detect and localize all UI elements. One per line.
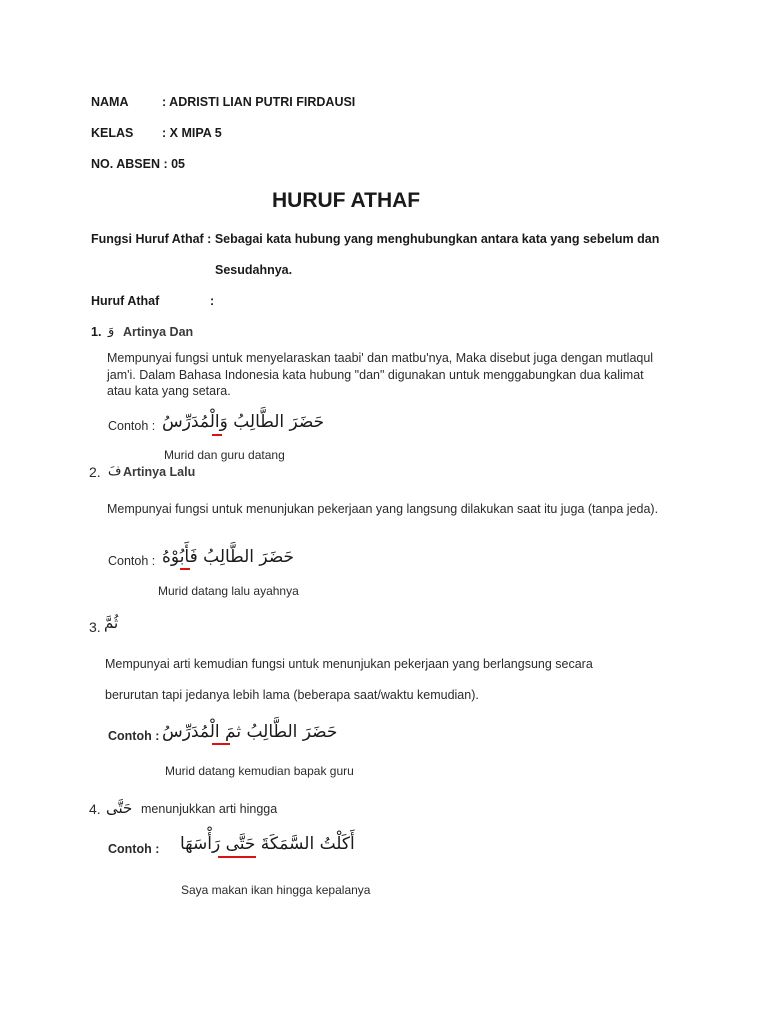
item-3-description-line-2: berurutan tapi jedanya lebih lama (beberapa saat/waktu kemudian).: [105, 688, 479, 702]
item-1-description: Mempunyai fungsi untuk menyelaraskan taabi' dan matbu'nya, Maka disebut juga dengan mutlaqul jam'i. Dalam Bahasa Indonesia kata hubung "dan" digunakan untuk menggabungkan dua kalimat atau kata yang setara.: [107, 351, 654, 398]
item-2-description: Mempunyai fungsi untuk menunjukan pekerjaan yang langsung dilakukan saat itu juga (tanpa jeda).: [107, 502, 659, 516]
item-3-description-line-1: Mempunyai arti kemudian fungsi untuk menunjukan pekerjaan yang berlangsung secara: [105, 657, 593, 671]
item-2-meaning: Artinya Lalu: [123, 465, 196, 479]
absen-line: NO. ABSEN : 05: [91, 157, 186, 171]
item-3-number: 3.: [89, 619, 101, 635]
item-4-letter: حَتَّى: [106, 799, 133, 817]
fungsi-line-1: Fungsi Huruf Athaf : Sebagai kata hubung yang menghubungkan antara kata yang sebelum dan: [91, 232, 660, 246]
item-3-example: حَضَرَ الطَّالِبُ ثمَ الْمُدَرِّسُ: [162, 722, 338, 742]
item-2-letter: فَ: [108, 464, 122, 479]
item-1-meaning: Artinya Dan: [123, 325, 194, 339]
nama-label: NAMA: [91, 95, 129, 109]
item-1-translation: Murid dan guru datang: [164, 448, 285, 462]
item-4-translation: Saya makan ikan hingga kepalanya: [181, 883, 371, 897]
item-4-spellcheck-underline: [218, 856, 256, 858]
kelas-value: : X MIPA 5: [162, 126, 222, 140]
fungsi-line-2: Sesudahnya.: [215, 263, 293, 277]
item-1-letter: وَ: [108, 323, 115, 338]
item-3-translation: Murid datang kemudian bapak guru: [165, 764, 354, 778]
item-3-contoh-label: Contoh :: [108, 729, 160, 743]
item-2-contoh-label: Contoh :: [108, 554, 156, 568]
item-2-spellcheck-underline: [180, 568, 190, 570]
item-1-contoh-label: Contoh :: [108, 419, 156, 433]
item-3-letter: ثُمَّ: [104, 614, 119, 632]
item-1-example: حَضَرَ الطَّالِبُ وَالْمُدَرِّسُ: [162, 412, 325, 432]
item-2-translation: Murid datang lalu ayahnya: [158, 584, 299, 598]
item-4-example: أَكَلْتُ السَّمَكَةَ حَتَّى رَأْسَهَا: [180, 834, 355, 854]
item-4-contoh-label: Contoh :: [108, 842, 160, 856]
item-2-example: حَضَرَ الطَّالِبُ فَأَبُوْهُ: [162, 547, 295, 567]
item-1-spellcheck-underline: [212, 434, 222, 436]
item-3-spellcheck-underline: [212, 743, 230, 745]
item-1-number: 1.: [91, 325, 102, 339]
kelas-label: KELAS: [91, 126, 134, 140]
huruf-athaf-label: Huruf Athaf: [91, 294, 160, 308]
item-4-meaning: menunjukkan arti hingga: [141, 802, 278, 816]
item-2-number: 2.: [89, 464, 101, 480]
item-4-number: 4.: [89, 801, 101, 817]
nama-value: : ADRISTI LIAN PUTRI FIRDAUSI: [162, 95, 356, 109]
huruf-athaf-colon: :: [210, 294, 215, 308]
page-title: HURUF ATHAF: [272, 189, 421, 212]
